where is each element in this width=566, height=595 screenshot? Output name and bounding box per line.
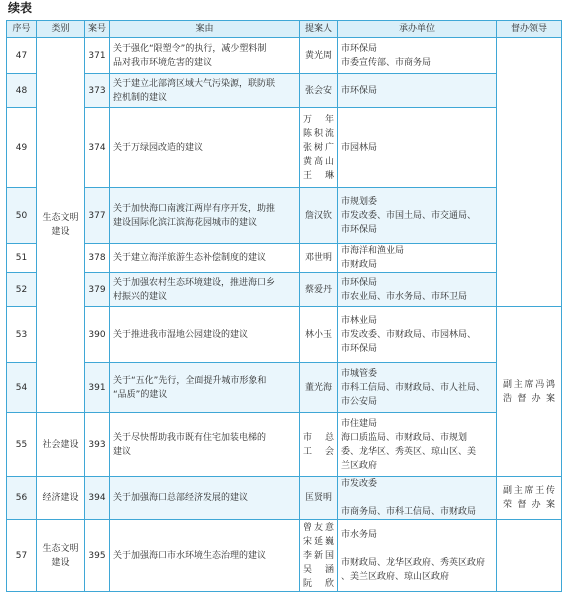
row-number: 52 [7, 273, 37, 307]
cell-line: 海口质监局、市财政局、市规划 [341, 432, 468, 443]
cell-line: 市环保局 [341, 343, 378, 354]
cell-line: 建议 [113, 446, 132, 457]
cell-line: 李新国 [303, 550, 334, 561]
proposer-cell [300, 520, 338, 592]
units-cell [338, 74, 497, 108]
cell-line: 市财政局 [341, 260, 378, 270]
row-number: 51 [7, 244, 37, 273]
proposer-cell [300, 477, 338, 520]
category-cell: 经济建设 [37, 477, 85, 520]
cell-line: 工 会 [303, 446, 334, 457]
cell-line: 关于加强海口总部经济发展的建议 [113, 493, 249, 503]
cell-line: 关于加强农村生态环境建设，推进海口乡 [113, 277, 276, 288]
cell-line: 市环保局 [341, 43, 378, 54]
table-row [7, 38, 562, 74]
table-caption: 续表 [8, 1, 33, 15]
cell-line: 市环保局 [341, 85, 378, 96]
cell-line: 控机制的建议 [113, 92, 168, 103]
leader-cell [497, 307, 562, 477]
cell-line: 匡贤明 [304, 493, 332, 503]
cell-line: 邓世明 [304, 253, 332, 263]
cell-line: 市发改委 [341, 479, 378, 489]
table-header-row [7, 21, 562, 38]
cell-line: 市环保局 [341, 224, 378, 235]
cell-line: 市 总 [303, 432, 334, 443]
reason-cell [110, 108, 300, 188]
case-number: 377 [85, 188, 110, 244]
cell-line [341, 542, 493, 556]
row-number: 56 [7, 477, 37, 520]
reason-cell [110, 477, 300, 520]
cell-line: 副主席王传 [503, 486, 555, 496]
cell-line: 关于万绿园改造的建议 [113, 142, 204, 153]
case-number: 371 [85, 38, 110, 74]
cell-line: 关于建立北部湾区域大气污染源，联防联 [113, 78, 276, 89]
row-number: 50 [7, 188, 37, 244]
reason-cell [110, 244, 300, 273]
cell-line: 詹汉钦 [304, 210, 332, 221]
cell-line: 荣督办案 [503, 500, 555, 510]
cell-line: 蔡爱丹 [304, 284, 332, 295]
cell-line: 张会安 [304, 85, 332, 96]
reason-cell [110, 520, 300, 592]
category-label: 生态文明建设 [42, 543, 79, 568]
cell-line: 市公安局 [341, 396, 378, 407]
cell-line: 黄光周 [304, 50, 332, 61]
header-category: 类别 [37, 21, 85, 38]
cell-line: 委、龙华区、秀英区、琼山区、美 [341, 446, 477, 457]
case-number: 394 [85, 477, 110, 520]
cell-line: 黄高山 [303, 156, 334, 167]
proposer-cell [300, 307, 338, 363]
category-cell [37, 38, 85, 413]
case-number: 373 [85, 74, 110, 108]
header-proposer: 提案人 [300, 21, 338, 38]
cell-line: 浩督办案 [503, 393, 555, 404]
table-row [7, 273, 562, 307]
leader-cell [497, 38, 562, 307]
cell-line: 市城管委 [341, 368, 378, 379]
table-row [7, 520, 562, 592]
cell-line: 关于加快海口南渡江两岸有序开发，助推 [113, 203, 276, 214]
cell-line: 关于加强海口市水环境生态治理的建议 [113, 550, 267, 561]
proposer-cell [300, 188, 338, 244]
table-row [7, 413, 562, 477]
cell-line: 市委宣传部、市商务局 [341, 57, 432, 68]
cell-line: 关于“五化”先行，全面提升城市形象和 [113, 375, 267, 386]
cell-line: 万 年 [303, 114, 334, 125]
row-number: 47 [7, 38, 37, 74]
row-number: 49 [7, 108, 37, 188]
header-units: 承办单位 [338, 21, 497, 38]
cell-line: 宋延巍 [303, 536, 334, 547]
case-number: 379 [85, 273, 110, 307]
units-cell [338, 273, 497, 307]
units-cell [338, 38, 497, 74]
cell-line: 市发改委、市国土局、市交通局、 [341, 210, 477, 221]
row-number: 53 [7, 307, 37, 363]
reason-cell [110, 307, 300, 363]
cell-line: 副主席冯鸿 [503, 379, 555, 390]
reason-cell [110, 38, 300, 74]
proposer-cell [300, 413, 338, 477]
cell-line: 品对我市环境危害的建议 [113, 57, 213, 68]
cell-line: 市住建局 [341, 418, 378, 429]
category-cell: 社会建设 [37, 413, 85, 477]
category-cell [37, 520, 85, 592]
proposer-cell [300, 74, 338, 108]
cell-line: 吴 涵 [303, 564, 334, 575]
cell-line: 关于建立海洋旅游生态补偿制度的建议 [113, 253, 267, 263]
units-cell [338, 188, 497, 244]
cell-line: 兰区政府 [341, 460, 378, 471]
header-reason: 案由 [110, 21, 300, 38]
reason-cell [110, 188, 300, 244]
header-leader: 督办领导 [497, 21, 562, 38]
table-row [7, 244, 562, 273]
reason-cell [110, 74, 300, 108]
cell-line: 林小玉 [304, 329, 332, 340]
cell-line: 陈积流 [303, 128, 334, 139]
cell-line: 张树广 [303, 142, 334, 153]
units-cell [338, 307, 497, 363]
reason-cell [110, 413, 300, 477]
case-number: 391 [85, 363, 110, 413]
units-cell [338, 363, 497, 413]
cell-line: 市科工信局、市财政局、市人社局、 [341, 382, 486, 393]
proposer-cell [300, 363, 338, 413]
units-cell [338, 477, 497, 520]
case-number: 395 [85, 520, 110, 592]
cell-line: 关于强化“限塑令”的执行，减少塑料制 [113, 43, 267, 54]
cell-line: 、美兰区政府、琼山区政府 [341, 571, 450, 582]
cell-line: 市环保局 [341, 277, 378, 288]
cell-line: 市农业局、市水务局、市环卫局 [341, 291, 468, 302]
cell-line: 村振兴的建议 [113, 291, 168, 302]
table-row [7, 108, 562, 188]
cell-line: 关于尽快帮助我市既有住宅加装电梯的 [113, 432, 267, 443]
units-cell [338, 244, 497, 273]
proposer-cell [300, 244, 338, 273]
cell-line: 董光海 [304, 382, 332, 393]
header-no: 序号 [7, 21, 37, 38]
proposer-cell [300, 108, 338, 188]
table-row [7, 74, 562, 108]
cell-line: 曾友意 [303, 522, 334, 533]
cell-line: 市规划委 [341, 196, 378, 207]
cell-line [341, 491, 493, 505]
proposal-table [6, 20, 562, 592]
cell-line: 市商务局、市科工信局、市财政局 [341, 507, 477, 517]
case-number: 374 [85, 108, 110, 188]
units-cell [338, 413, 497, 477]
row-number: 55 [7, 413, 37, 477]
cell-line: 阮 欣 [303, 578, 334, 589]
cell-line: 市水务局 [341, 529, 378, 540]
cell-line: 市林业局 [341, 315, 378, 326]
category-label: 生态文明建设 [42, 213, 79, 237]
reason-cell [110, 363, 300, 413]
case-number: 393 [85, 413, 110, 477]
row-number: 54 [7, 363, 37, 413]
table-row [7, 188, 562, 244]
cell-line: 关于推进我市湿地公园建设的建议 [113, 329, 249, 340]
table-row [7, 363, 562, 413]
units-cell [338, 520, 497, 592]
table-row [7, 307, 562, 363]
cell-line: 市海洋和渔业局 [341, 246, 405, 256]
leader-cell [497, 477, 562, 520]
units-cell [338, 108, 497, 188]
case-number: 390 [85, 307, 110, 363]
case-number: 378 [85, 244, 110, 273]
cell-line: “品质”的建议 [113, 389, 168, 400]
row-number: 48 [7, 74, 37, 108]
proposer-cell [300, 273, 338, 307]
cell-line: 市发改委、市财政局、市园林局、 [341, 329, 477, 340]
cell-line: 市财政局、龙华区政府、秀英区政府 [341, 557, 486, 568]
reason-cell [110, 273, 300, 307]
cell-line: 市园林局 [341, 142, 378, 153]
proposer-cell [300, 38, 338, 74]
table-row [7, 477, 562, 520]
leader-cell [497, 520, 562, 592]
cell-line: 王 琳 [303, 170, 334, 181]
header-case-no: 案号 [85, 21, 110, 38]
row-number: 57 [7, 520, 37, 592]
cell-line: 建设国际化滨江滨海花园城市的建议 [113, 217, 258, 228]
